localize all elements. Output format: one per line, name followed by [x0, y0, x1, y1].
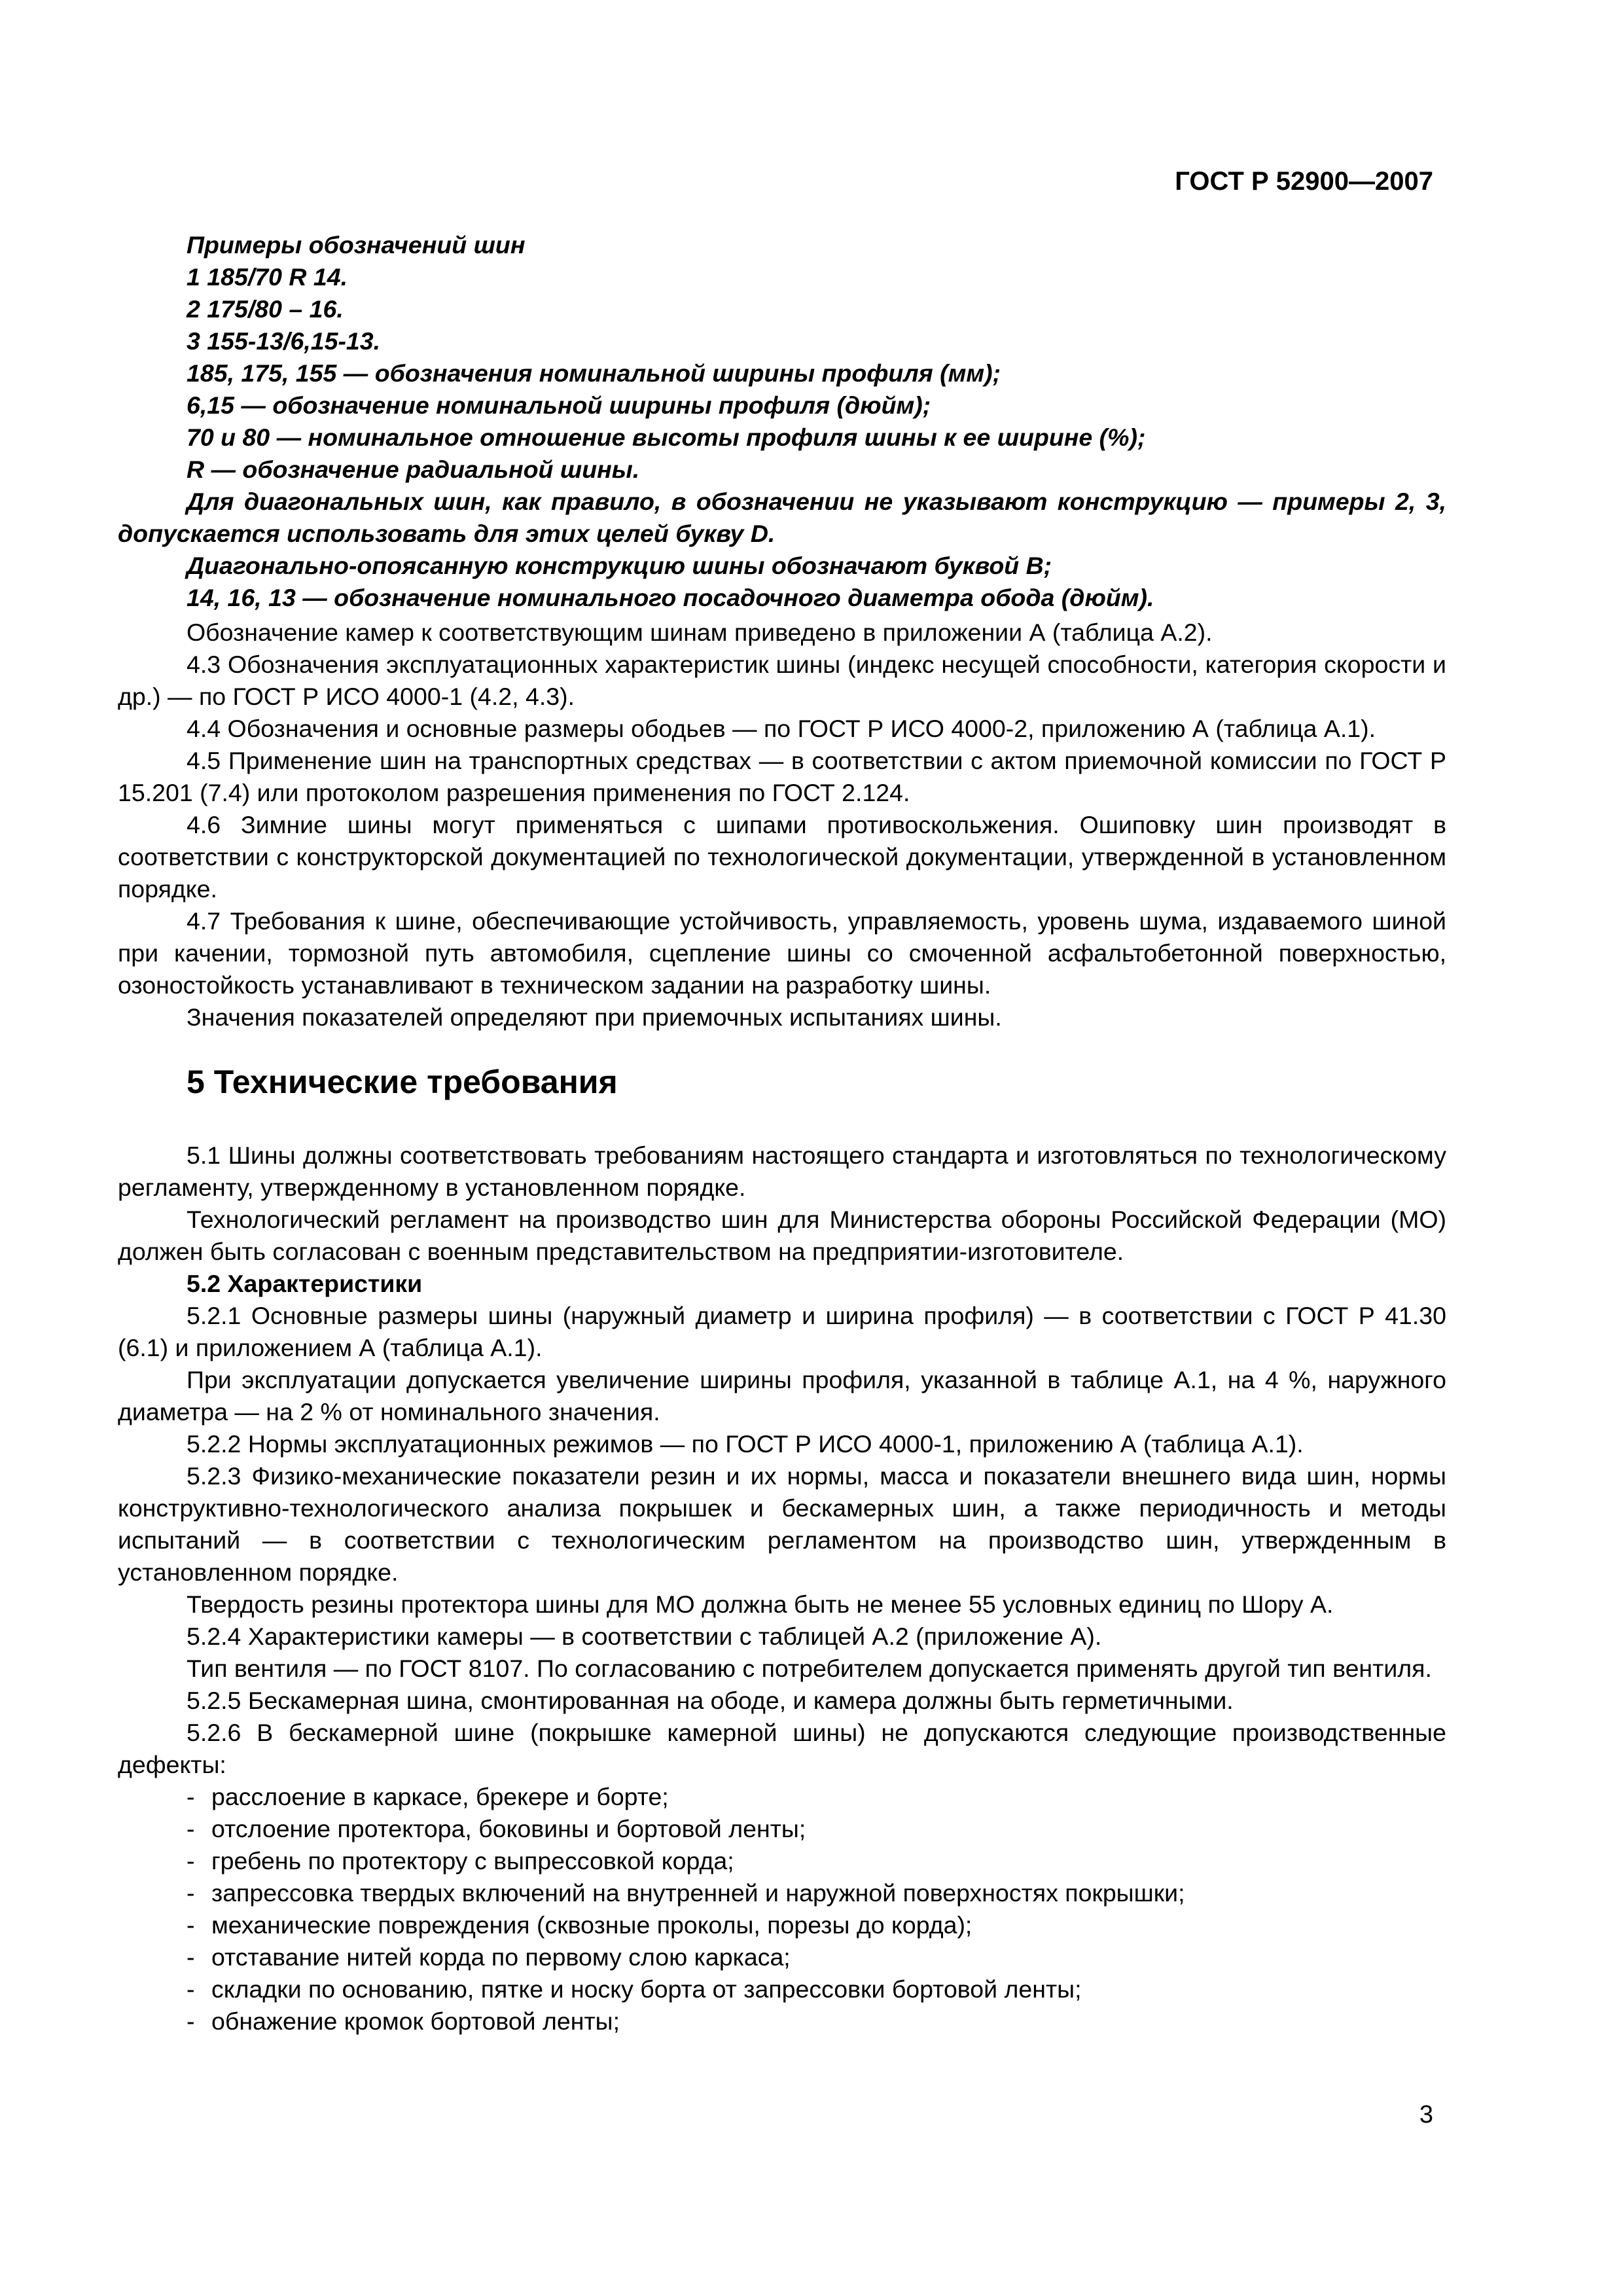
list-item: - гребень по протектору с выпрессовкой корда; [187, 1845, 1446, 1877]
list-item: - обнажение кромок бортовой ленты; [187, 2005, 1446, 2037]
paragraph-chamber-designation: Обозначение камер к соответствующим шинам приведено в приложении А (таблица А.2). [187, 619, 1213, 646]
list-item: - расслоение в каркасе, брекере и борте; [187, 1781, 1446, 1813]
subsection-heading: 5.2 Характеристики [187, 1270, 423, 1297]
page-content [118, 229, 1446, 2037]
example-line: R — обозначение радиальной шины. [187, 456, 640, 483]
example-line: 14, 16, 13 — обозначение номинального посадочного диаметра обода (дюйм). [187, 584, 1154, 611]
paragraph-5-2-2: 5.2.2 Нормы эксплуатационных режимов — по ГОСТ Р ИСО 4000-1, приложению А (таблица А.1). [187, 1430, 1304, 1458]
list-item: - отставание нитей корда по первому слою каркаса; [187, 1941, 1446, 1973]
paragraph-operation-increase: При эксплуатации допускается увеличение ширины профиля, указанной в таблице А.1, на 4 %, наружного диаметра — на 2 % от номинального значения. [118, 1366, 1446, 1426]
paragraph-4-6: 4.6 Зимние шины могут применяться с шипами противоскольжения. Ошиповку шин производят в соответствии с конструкторской документацией по технологической документации, утвержденной в установленном порядке. [118, 811, 1446, 903]
example-line: 70 и 80 — номинальное отношение высоты профиля шины к ее ширине (%); [187, 423, 1146, 451]
page-number: 3 [1419, 2101, 1433, 2128]
defects-list [118, 1781, 1446, 2037]
paragraph-5-2-4: 5.2.4 Характеристики камеры — в соответствии с таблицей А.2 (приложение А). [187, 1623, 1102, 1650]
paragraph-5-1: 5.1 Шины должны соответствовать требованиям настоящего стандарта и изготовляться по технологическому регламенту, утвержденному в установленном порядке. [118, 1141, 1446, 1201]
paragraph-5-2-6: 5.2.6 В бескамерной шине (покрышке камерной шины) не допускаются следующие производственные дефекты: [118, 1719, 1446, 1778]
examples-block [118, 229, 1446, 614]
example-line: 185, 175, 155 — обозначения номинальной ширины профиля (мм); [187, 359, 1001, 387]
example-line: 3 155-13/6,15-13. [187, 327, 381, 355]
document-header: ГОСТ Р 52900—2007 [1175, 167, 1433, 196]
paragraph-hardness: Твердость резины протектора шины для МО должна быть не менее 55 условных единиц по Шору А. [187, 1590, 1334, 1618]
list-item: - складки по основанию, пятке и носку борта от запрессовки бортовой ленты; [187, 1973, 1446, 2005]
list-item: - механические повреждения (сквозные проколы, порезы до корда); [187, 1909, 1446, 1941]
example-line: Диагонально-опоясанную конструкцию шины обозначают буквой В; [187, 552, 1052, 579]
paragraph-5-2-5: 5.2.5 Бескамерная шина, смонтированная на ободе, и камера должны быть герметичными. [187, 1687, 1234, 1714]
examples-title: Примеры обозначений шин [187, 231, 526, 259]
example-line: 1 185/70 R 14. [187, 263, 348, 291]
example-line: 6,15 — обозначение номинальной ширины профиля (дюйм); [187, 391, 931, 419]
paragraph-4-3: 4.3 Обозначения эксплуатационных характеристик шины (индекс несущей способности, категория скорости и др.) — по ГОСТ Р ИСО 4000-1 (4.2, 4.3). [118, 651, 1446, 710]
list-item: - отслоение протектора, боковины и бортовой ленты; [187, 1813, 1446, 1845]
paragraph-5-2-3: 5.2.3 Физико-механические показатели резин и их нормы, масса и показатели внешнего вида шин, нормы конструктивно-технологического анализа покрышек и бескамерных шин, а также периодичность и методы испытаний — в соответствии с технологическим регламентом на производство шин, утвержденным в установленном порядке. [118, 1462, 1446, 1586]
paragraph-4-7: 4.7 Требования к шине, обеспечивающие устойчивость, управляемость, уровень шума, издаваемого шиной при качении, тормозной путь автомобиля, сцепление шины со смоченной асфальтобетонной поверхностью, озоностойкость устанавливают в техническом задании на разработку шины. [118, 907, 1446, 999]
paragraph-tech-regulation: Технологический регламент на производство шин для Министерства обороны Российской Федерации (МО) должен быть согласован с военным представительством на предприятии-изготовителе. [118, 1206, 1446, 1265]
paragraph-valve-type: Тип вентиля — по ГОСТ 8107. По согласованию с потребителем допускается применять другой тип вентиля. [187, 1655, 1432, 1682]
paragraph-5-2-1: 5.2.1 Основные размеры шины (наружный диаметр и ширина профиля) — в соответствии с ГОСТ Р 41.30 (6.1) и приложением А (таблица А.1). [118, 1302, 1446, 1361]
paragraph-4-5: 4.5 Применение шин на транспортных средствах — в соответствии с актом приемочной комиссии по ГОСТ Р 15.201 (7.4) или протоколом разрешения применения по ГОСТ 2.124. [118, 747, 1446, 806]
section-heading: 5 Технические требования [187, 1064, 618, 1100]
example-line: 2 175/80 – 16. [187, 295, 344, 323]
paragraph-4-4: 4.4 Обозначения и основные размеры ободьев — по ГОСТ Р ИСО 4000-2, приложению А (таблица А.1). [187, 715, 1376, 742]
paragraph-indicator-values: Значения показателей определяют при приемочных испытаниях шины. [187, 1003, 1002, 1031]
list-item: - запрессовка твердых включений на внутренней и наружной поверхностях покрышки; [187, 1877, 1446, 1909]
example-line: Для диагональных шин, как правило, в обозначении не указывают конструкцию — примеры 2, 3, допускается использовать для этих целей букву D. [118, 488, 1446, 547]
